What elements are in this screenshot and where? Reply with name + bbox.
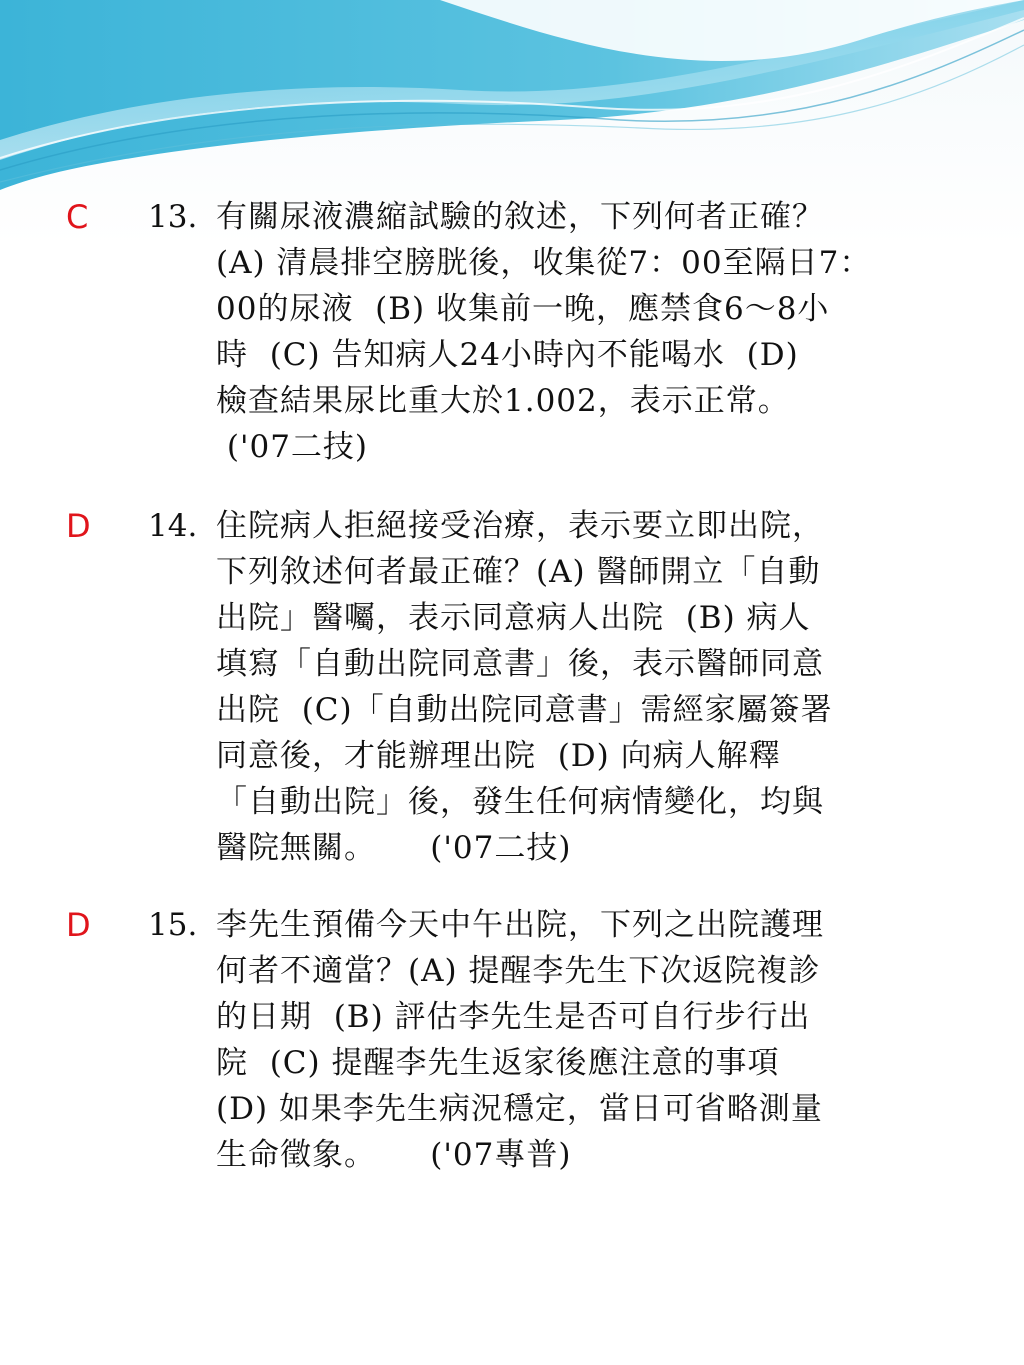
- question-line: 有關尿液濃縮試驗的敘述，下列何者正確？: [216, 199, 824, 235]
- question-line: 何者不適當？(A) 提醒李先生下次返院複診: [216, 953, 821, 989]
- question-text: [216, 902, 966, 1178]
- answer-key: D: [66, 507, 91, 545]
- question-number: 13.: [148, 199, 198, 235]
- answer-key: D: [66, 906, 91, 944]
- question-line: 出院 (C)「自動出院同意書」需經家屬簽署: [216, 692, 833, 728]
- question-text: [216, 503, 966, 871]
- question-line: 時 (C) 告知病人24小時內不能喝水 (D): [216, 337, 799, 373]
- question-line: 「自動出院」後，發生任何病情變化，均與: [216, 784, 824, 820]
- question-line: 生命徵象。 ('07專普): [216, 1137, 572, 1173]
- decorative-wave-header: [0, 0, 1024, 200]
- question-line: 醫院無關。 ('07二技): [216, 830, 572, 866]
- question-line: (D) 如果李先生病況穩定，當日可省略測量: [216, 1091, 823, 1127]
- answer-key: C: [66, 198, 89, 236]
- question-number: 15.: [148, 907, 198, 943]
- question-line: ('07二技): [216, 429, 369, 465]
- question-line: 李先生預備今天中午出院，下列之出院護理: [216, 907, 824, 943]
- question-text: [216, 194, 966, 470]
- question-line: 住院病人拒絕接受治療，表示要立即出院，: [216, 508, 824, 544]
- question-line: 填寫「自動出院同意書」後，表示醫師同意: [216, 646, 824, 682]
- question-line: 院 (C) 提醒李先生返家後應注意的事項: [216, 1045, 780, 1081]
- question-line: 00的尿液 (B) 收集前一晚，應禁食6～8小: [216, 291, 830, 327]
- question-line: 下列敘述何者最正確？(A) 醫師開立「自動: [216, 554, 821, 590]
- question-line: (A) 清晨排空膀胱後，收集從7：00至隔日7：: [216, 245, 872, 281]
- question-number: 14.: [148, 508, 198, 544]
- question-line: 同意後，才能辦理出院 (D) 向病人解釋: [216, 738, 781, 774]
- question-line: 的日期 (B) 評估李先生是否可自行步行出: [216, 999, 811, 1035]
- question-line: 出院」醫囑，表示同意病人出院 (B) 病人: [216, 600, 811, 636]
- question-line: 檢查結果尿比重大於1.002，表示正常。: [216, 383, 790, 419]
